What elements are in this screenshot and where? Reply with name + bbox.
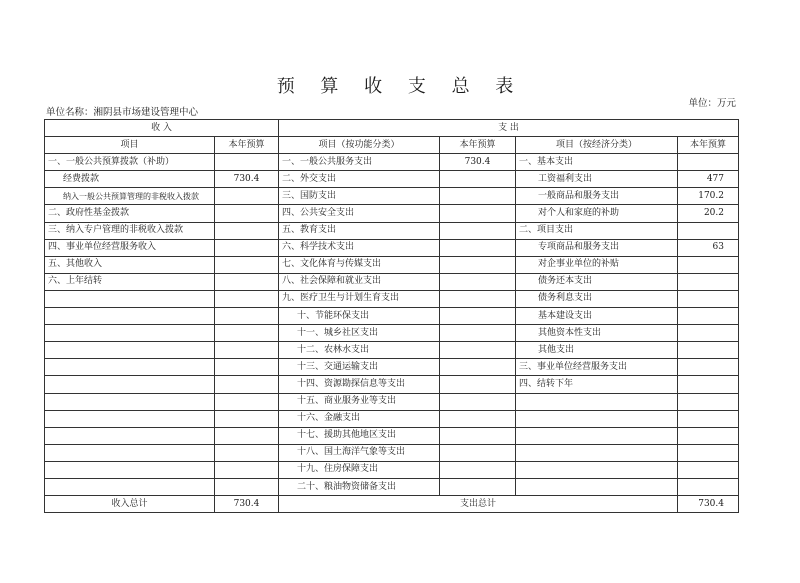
func-item-cell: 一、一般公共服务支出: [279, 154, 440, 171]
func-item-cell: 十三、交通运输支出: [279, 359, 440, 376]
income-item-header: 项目: [45, 137, 215, 154]
func-item-cell: 二十、粮油物资储备支出: [279, 478, 440, 495]
econ-budget-cell: [678, 273, 739, 290]
func-item-cell: 十九、住房保障支出: [279, 461, 440, 478]
econ-item-cell: [516, 444, 678, 461]
table-row: [45, 239, 739, 256]
income-item-cell: [45, 342, 215, 359]
econ-budget-cell: [678, 444, 739, 461]
econ-budget-cell: 477: [678, 171, 739, 188]
income-budget-cell: [215, 290, 279, 307]
income-item-cell: [45, 308, 215, 325]
func-budget-cell: [440, 239, 516, 256]
income-budget-cell: 730.4: [215, 171, 279, 188]
expense-total-value: 730.4: [678, 496, 739, 513]
econ-budget-cell: [678, 359, 739, 376]
econ-budget-cell: 20.2: [678, 205, 739, 222]
econ-item-header: 项目（按经济分类）: [516, 137, 678, 154]
income-budget-cell: [215, 325, 279, 342]
table-row: [45, 410, 739, 427]
table-row: [45, 256, 739, 273]
totals-row: [45, 496, 739, 513]
income-total-label: 收入总计: [45, 496, 215, 513]
econ-item-cell: [516, 410, 678, 427]
econ-budget-cell: [678, 342, 739, 359]
table-row: [45, 444, 739, 461]
income-item-cell: [45, 410, 215, 427]
income-budget-cell: [215, 376, 279, 393]
econ-budget-cell: 63: [678, 239, 739, 256]
econ-item-cell: 债务还本支出: [516, 273, 678, 290]
econ-item-cell: 对企事业单位的补贴: [516, 256, 678, 273]
econ-item-cell: 其他资本性支出: [516, 325, 678, 342]
func-budget-cell: [440, 171, 516, 188]
econ-item-cell: 一般商品和服务支出: [516, 188, 678, 205]
income-item-cell: [45, 427, 215, 444]
econ-budget-cell: [678, 410, 739, 427]
econ-item-cell: [516, 461, 678, 478]
income-budget-cell: [215, 427, 279, 444]
func-item-cell: 十八、国土海洋气象等支出: [279, 444, 440, 461]
table-row: [45, 308, 739, 325]
econ-item-cell: 专项商品和服务支出: [516, 239, 678, 256]
econ-item-cell: 三、事业单位经营服务支出: [516, 359, 678, 376]
table-row: [45, 171, 739, 188]
func-budget-cell: 730.4: [440, 154, 516, 171]
func-item-cell: 七、文化体育与传媒支出: [279, 256, 440, 273]
func-budget-cell: [440, 461, 516, 478]
income-total-value: 730.4: [215, 496, 279, 513]
econ-item-cell: 二、项目支出: [516, 222, 678, 239]
func-item-cell: 四、公共安全支出: [279, 205, 440, 222]
income-budget-cell: [215, 444, 279, 461]
unit-name-label: 单位名称：湘阴县市场建设管理中心: [46, 107, 199, 118]
econ-budget-cell: [678, 308, 739, 325]
econ-item-cell: [516, 478, 678, 495]
income-budget-cell: [215, 393, 279, 410]
func-budget-cell: [440, 325, 516, 342]
econ-budget-header: 本年预算: [678, 137, 739, 154]
func-item-cell: 二、外交支出: [279, 171, 440, 188]
income-budget-cell: [215, 154, 279, 171]
func-item-cell: 八、社会保障和就业支出: [279, 273, 440, 290]
income-item-cell: 三、纳入专户管理的非税收入拨款: [45, 222, 215, 239]
func-budget-cell: [440, 410, 516, 427]
income-budget-cell: [215, 205, 279, 222]
func-budget-cell: [440, 444, 516, 461]
income-budget-cell: [215, 239, 279, 256]
page-title: 预 算 收 支 总 表: [276, 76, 524, 97]
econ-item-cell: 一、基本支出: [516, 154, 678, 171]
func-budget-cell: [440, 342, 516, 359]
table-row: [45, 188, 739, 205]
table-row: [45, 205, 739, 222]
table-row: [45, 325, 739, 342]
income-item-cell: 经费拨款: [45, 171, 215, 188]
econ-budget-cell: [678, 461, 739, 478]
func-budget-cell: [440, 376, 516, 393]
econ-budget-cell: [678, 427, 739, 444]
econ-item-cell: 其他支出: [516, 342, 678, 359]
econ-item-cell: 基本建设支出: [516, 308, 678, 325]
econ-budget-cell: [678, 478, 739, 495]
income-budget-header: 本年预算: [215, 137, 279, 154]
table-row: [45, 478, 739, 495]
func-item-cell: 六、科学技术支出: [279, 239, 440, 256]
func-item-cell: 十五、商业服务业等支出: [279, 393, 440, 410]
income-budget-cell: [215, 188, 279, 205]
income-budget-cell: [215, 461, 279, 478]
econ-budget-cell: [678, 154, 739, 171]
func-budget-header: 本年预算: [440, 137, 516, 154]
table-row: [45, 427, 739, 444]
func-budget-cell: [440, 359, 516, 376]
econ-budget-cell: [678, 290, 739, 307]
table-row: [45, 342, 739, 359]
func-budget-cell: [440, 256, 516, 273]
func-item-cell: 十一、城乡社区支出: [279, 325, 440, 342]
expense-header: 支 出: [279, 120, 739, 137]
econ-budget-cell: [678, 256, 739, 273]
econ-item-cell: 四、结转下年: [516, 376, 678, 393]
func-budget-cell: [440, 308, 516, 325]
income-budget-cell: [215, 359, 279, 376]
econ-budget-cell: [678, 376, 739, 393]
table-row: [45, 154, 739, 171]
income-budget-cell: [215, 273, 279, 290]
func-budget-cell: [440, 290, 516, 307]
table-row: [45, 461, 739, 478]
table-row: [45, 290, 739, 307]
func-item-cell: 十七、援助其他地区支出: [279, 427, 440, 444]
func-item-cell: 五、教育支出: [279, 222, 440, 239]
func-budget-cell: [440, 393, 516, 410]
income-budget-cell: [215, 342, 279, 359]
func-budget-cell: [440, 478, 516, 495]
econ-item-cell: 工资福利支出: [516, 171, 678, 188]
func-item-cell: 九、医疗卫生与计划生育支出: [279, 290, 440, 307]
expense-total-label: 支出总计: [279, 496, 678, 513]
income-item-cell: [45, 478, 215, 495]
econ-budget-cell: [678, 222, 739, 239]
income-budget-cell: [215, 478, 279, 495]
func-item-cell: 十、节能环保支出: [279, 308, 440, 325]
func-budget-cell: [440, 427, 516, 444]
func-budget-cell: [440, 205, 516, 222]
budget-summary-table: [44, 119, 739, 513]
econ-budget-cell: [678, 325, 739, 342]
table-row: [45, 376, 739, 393]
table-row: [45, 393, 739, 410]
income-budget-cell: [215, 308, 279, 325]
func-budget-cell: [440, 222, 516, 239]
unit-label: 单位：万元: [688, 98, 736, 109]
table-row: [45, 359, 739, 376]
table-row: [45, 273, 739, 290]
income-item-cell: 二、政府性基金拨款: [45, 205, 215, 222]
income-item-cell: 四、事业单位经营服务收入: [45, 239, 215, 256]
func-item-header: 项目（按功能分类）: [279, 137, 440, 154]
econ-item-cell: 债务利息支出: [516, 290, 678, 307]
econ-budget-cell: 170.2: [678, 188, 739, 205]
income-budget-cell: [215, 256, 279, 273]
func-budget-cell: [440, 273, 516, 290]
income-item-cell: [45, 461, 215, 478]
func-item-cell: 十四、资源勘探信息等支出: [279, 376, 440, 393]
income-item-cell: 六、上年结转: [45, 273, 215, 290]
income-item-cell: 一、一般公共预算拨款（补助）: [45, 154, 215, 171]
income-item-cell: [45, 290, 215, 307]
income-item-cell: 纳入一般公共预算管理的非税收入拨款: [45, 188, 215, 205]
income-item-cell: 五、其他收入: [45, 256, 215, 273]
table-row: [45, 222, 739, 239]
income-budget-cell: [215, 410, 279, 427]
func-item-cell: 三、国防支出: [279, 188, 440, 205]
income-item-cell: [45, 376, 215, 393]
econ-item-cell: [516, 427, 678, 444]
income-item-cell: [45, 325, 215, 342]
income-header: 收 入: [45, 120, 279, 137]
income-budget-cell: [215, 222, 279, 239]
func-item-cell: 十六、金融支出: [279, 410, 440, 427]
income-item-cell: [45, 393, 215, 410]
econ-item-cell: [516, 393, 678, 410]
func-budget-cell: [440, 188, 516, 205]
income-item-cell: [45, 444, 215, 461]
income-item-cell: [45, 359, 215, 376]
econ-budget-cell: [678, 393, 739, 410]
func-item-cell: 十二、农林水支出: [279, 342, 440, 359]
econ-item-cell: 对个人和家庭的补助: [516, 205, 678, 222]
